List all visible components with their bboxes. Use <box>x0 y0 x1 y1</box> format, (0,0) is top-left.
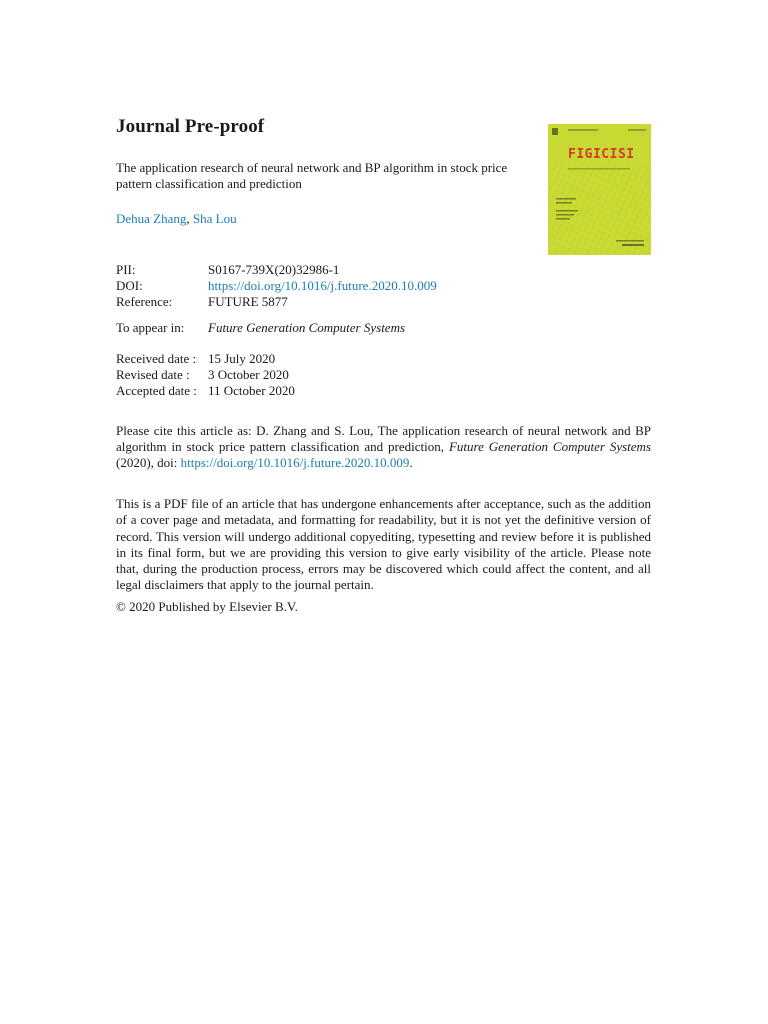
article-dates <box>116 351 295 399</box>
reference-row <box>116 294 437 310</box>
revised-date-row <box>116 367 295 383</box>
article-title: The application research of neural network and BP algorithm in stock price pattern classification and prediction <box>116 160 508 191</box>
journal-cover-image <box>548 124 651 255</box>
doi-label: DOI: <box>116 278 143 293</box>
citation-journal: Future Generation Computer Systems <box>448 439 651 454</box>
journal-pre-proof-heading: Journal Pre-proof <box>116 116 265 137</box>
author-link[interactable]: Sha Lou <box>192 211 237 226</box>
accepted-date-label: Accepted date : <box>116 383 197 398</box>
received-date-value: 15 July 2020 <box>208 351 276 366</box>
pre-proof-notice: This is a PDF file of an article that has undergone enhancements after acceptance, such as the addition of a cover page and metadata, and formatting for readability, but it is not yet the definitive version of record. This version will undergo additional copyediting, typesetting and review before it is published in its final form, but we are providing this version to give early visibility of the article. Please note that, during the production process, errors may be discovered which could affect the content, and all legal disclaimers that apply to the journal pertain. <box>116 496 651 593</box>
to-appear-in <box>116 320 405 336</box>
received-date-label: Received date : <box>116 351 197 366</box>
pii-row <box>116 262 437 278</box>
pii-value: S0167-739X(20)32986-1 <box>208 262 340 277</box>
author-list <box>116 211 237 227</box>
citation-paragraph <box>116 423 651 471</box>
cover-artwork <box>548 124 651 255</box>
cover-logo: FIGICISI <box>568 147 635 162</box>
citation-suffix: . <box>409 455 413 470</box>
author-separator: , <box>186 211 193 226</box>
citation-doi-link[interactable]: https://doi.org/10.1016/j.future.2020.10.009 <box>180 455 410 470</box>
revised-date-value: 3 October 2020 <box>208 367 289 382</box>
accepted-date-value: 11 October 2020 <box>208 383 295 398</box>
pii-label: PII: <box>116 262 136 277</box>
revised-date-label: Revised date : <box>116 367 190 382</box>
doi-row <box>116 278 437 294</box>
citation-prefix: Please cite this article as: D. Zhang and S. Lou, The application research of neural network and BP algorithm in stock price pattern classification and prediction, <box>116 423 651 454</box>
citation-middle: (2020), doi: <box>116 455 181 470</box>
journal-name: Future Generation Computer Systems <box>208 320 406 335</box>
doi-link[interactable]: https://doi.org/10.1016/j.future.2020.10.009 <box>208 278 437 293</box>
reference-label: Reference: <box>116 294 173 309</box>
accepted-date-row <box>116 383 295 399</box>
author-link[interactable]: Dehua Zhang <box>116 211 187 226</box>
copyright-line: © 2020 Published by Elsevier B.V. <box>116 599 298 614</box>
to-appear-in-label: To appear in: <box>116 320 185 335</box>
article-metadata <box>116 262 437 310</box>
received-date-row <box>116 351 295 367</box>
reference-value: FUTURE 5877 <box>208 294 288 309</box>
